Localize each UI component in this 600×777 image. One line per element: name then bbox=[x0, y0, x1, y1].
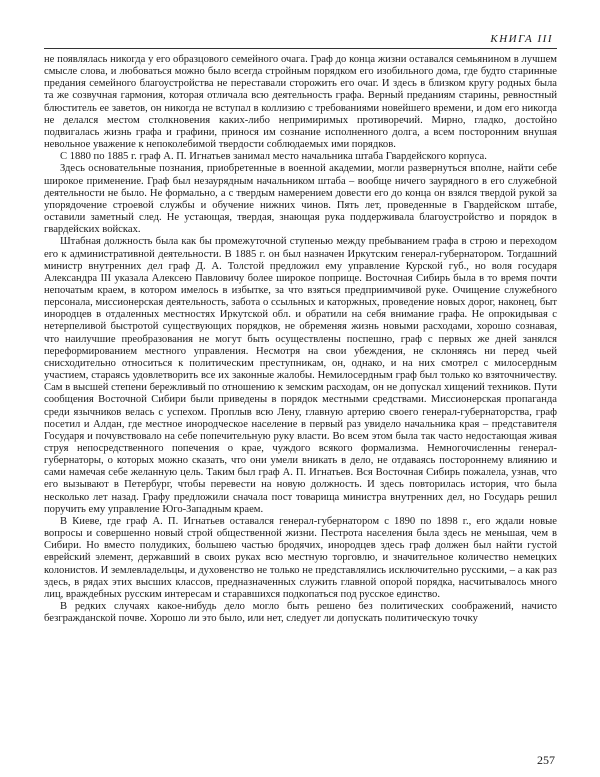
paragraph-2: С 1880 по 1885 г. граф А. П. Игнатьев занимал место начальника штаба Гвардейского корпуса. bbox=[60, 151, 487, 163]
paragraph-3: Здесь основательные познания, приобретенные в военной академии, могли развернуться вполне, найти себе широкое применение. Граф был незаурядным начальником штаба – вообще ничего заурядного в его служебной деятельности не было. Не формально, а с твердым намерением довести его до конца он взялся твердой рукой за упорядочение строевой службы и обучение нижних чинов. Пять лет, проведенные в Гвардейском штабе, оставили заметный след. Не устающая, твердая, знающая рука поддерживала благоустройство и порядок в гвардейских войсках. bbox=[44, 163, 557, 236]
running-head bbox=[44, 32, 557, 49]
body-text bbox=[44, 54, 557, 625]
paragraph-5: В Киеве, где граф А. П. Игнатьев оставался генерал-губернатором с 1890 по 1898 г., его ждали новые вопросы и совершенно новый строй общественной жизни. Пестрота населения была здесь не меньшая, чем в Сибири. Но вместо полудиких, большею частью бродячих, инородцев здесь граф должен был найти густой еврейский элемент, державший в своих руках всю местную торговлю, и значительное количество немецких колонистов. И землевладельцы, и духовенство не только не представлялись исключительно русскими, – а как раз здесь, в рядах этих высших классов, предназначенных служить главной опорой порядка, насчитывалось много лиц, враждебных русским интересам и старавшихся подкопаться под русское единство. bbox=[44, 515, 557, 600]
paragraph-4: Штабная должность была как бы промежуточной ступенью между пребыванием графа в строю и переходом его к административной деятельности. В 1885 г. он был назначен Иркутским генерал-губернатором. Тогдашний министр внутренних дел граф Д. А. Толстой предложил ему управление Курской губ., но воля государя Александра III указала Алексею Павловичу более широкое поприще. Восточная Сибирь была в то время почти непочатым краем, в котором имелось в избытке, за что взяться предприимчивой руке. Очищение служебного персонала, миссионерская деятельность, забота о ссыльных и каторжных, проведение новых дорог, наконец, быт инородцев в отдаленных местностях Иркутской обл. и обратили на себя внимание графа. Не опрокидывая с нетерпеливой быстротой существующих порядков, не обременяя жизнь новыми расходами, хорошо сознавая, что наилучшие преобразования не могут быть осуществлены поспешно, граф с первых же дней занялся переформированием местного управления. Несмотря на свои убеждения, не склоняясь ни перед чьей снисходительно относиться к политическим преступникам, он, однако, и на них смотрел с милосердным участием, стараясь удовлетворить все их законные жалобы. Немилосердным граф был только ко взяточничеству. Сам в высшей степени бережливый по отношению к земским расходам, он не допускал хищений техников. Пути сообщения Восточной Сибири были приведены в порядок местными средствами. Миссионерская пропаганда среди язычников велась с успехом. Проплыв всю Лену, главную артерию своего генерал-губернаторства, граф посетил и Алдан, где местное инородческое население в первый раз увидело начальника края – представителя Государя и почувствовало на себе попечительную руку власти. Во всем этом была так часто недостающая живая струя непосредственного попечения о крае, чуждого всякого формализма. Немногочисленны генерал-губернаторы, о которых можно сказать, что они умели вникать в дело, не отдаваясь постороннему влиянию и сами намечая себе желанную цель. Таким был граф А. П. Игнатьев. Вся Восточная Сибирь пожалела, узнав, что его вызывают в Петербург, чтобы перевести на новую должность. И здесь повторилась история, что была несколько лет назад. Графу предложили сначала пост товарища министра внутренних дел, но Государь решил поручить ему управление Юго-Западным краем. bbox=[44, 236, 557, 515]
document-page bbox=[44, 32, 557, 768]
paragraph-6: В редких случаях какое-нибудь дело могло быть решено без политических соображений, начисто безгражданской почве. Хорошо ли это было, или нет, следует ли допускать политическую точку bbox=[44, 601, 557, 625]
paragraph-1: не появлялась никогда у его образцового семейного очага. Граф до конца жизни оставался семьянином в лучшем смысле слова, и любоваться можно было всегда стройным порядком его изобильного дома, где будто старинные предания семейного благоустройства не переставали сторожить его очаг. И здесь в близком кругу родных была та же созвучная гармония, которая отличала всю деятельность графа. Верный преданиям старины, ревностный блюститель ее заветов, он никогда не вступал в коллизию с требованиями новейшего времени, и дом его никогда не делался местом столкновения каких-либо непримиримых противоречий. Мирно, гладко, достойно подвигалась жизнь графа и графини, принося им сознание исполненного долга, а всем посторонним внушая невольное уважение к непоколебимой твердости соблюдаемых ими порядков. bbox=[44, 54, 557, 151]
page-number: 257 bbox=[537, 753, 555, 767]
running-title: КНИГА III bbox=[490, 33, 553, 45]
